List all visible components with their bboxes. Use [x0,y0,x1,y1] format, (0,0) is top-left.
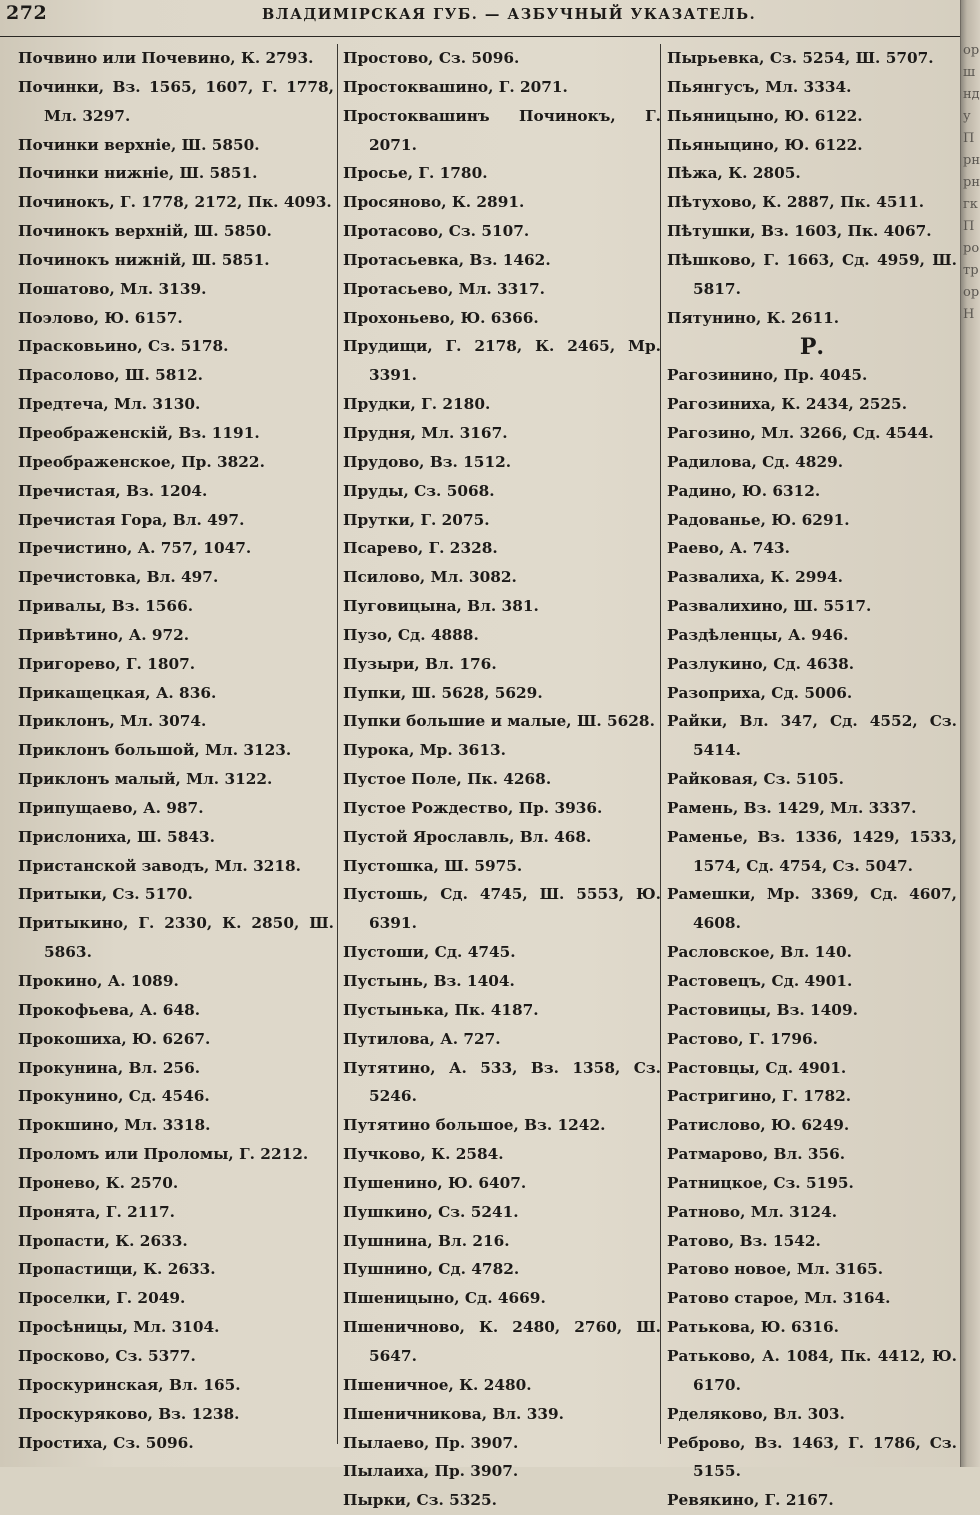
index-entry: Пошатово, Мл. 3139. [18,279,207,298]
index-entry: Прикащецкая, А. 836. [18,683,217,702]
index-entry: Рагозиниха, К. 2434, 2525. [667,395,908,414]
index-entry: Прокошиха, Ю. 6267. [18,1029,211,1048]
index-entry: Пупки большие и малые, Ш. 5628. [343,712,655,731]
index-entry: Пустынь, Вз. 1404. [343,972,515,990]
index-entry: Пѣжа, К. 2805. [667,164,801,183]
index-entry: Пятунино, К. 2611. [667,308,840,327]
index-entry: Ревякино, Г. 2167. [667,1491,834,1510]
index-entry: Просково, Сз. 5377. [18,1346,196,1365]
index-entry: Пшеницыно, Сд. 4669. [343,1289,546,1308]
index-entry: Починки верхніе, Ш. 5850. [18,135,260,154]
index-entry: Пушенино, Ю. 6407. [343,1173,527,1192]
index-entry: Ратницкое, Сз. 5195. [667,1173,854,1192]
index-entry: Ратькова, Ю. 6316. [667,1318,839,1337]
index-entry: Привѣтино, А. 972. [18,625,190,644]
index-entry: Прокунино, Сд. 4546. [18,1087,210,1106]
index-entry: Починокъ нижній, Ш. 5851. [18,250,270,269]
index-entry: Пустынька, Пк. 4187. [343,1000,539,1019]
index-entry: Прислониха, Ш. 5843. [18,827,215,846]
index-entry: Поэлово, Ю. 6157. [18,308,183,327]
index-entry: Припущаево, А. 987. [18,798,204,817]
index-entry: Рагозино, Мл. 3266, Сд. 4544. [667,423,934,442]
index-entry: Пречистая Гора, Вл. 497. [18,510,245,529]
facing-page-fragment: оршндуПрнрнгкПротрорН [963,43,980,322]
index-entry: Пьяныцино, Ю. 6122. [667,135,863,154]
index-entry: Пруды, Сз. 5068. [343,481,495,500]
index-entry: Пурока, Мр. 3613. [343,741,506,760]
index-entry: Развалиха, К. 2994. [667,568,843,587]
index-entry: Починки, Вз. 1565, 1607, Г. 1778, Мл. 3297. [18,77,334,125]
index-entry: Пьяницыно, Ю. 6122. [667,106,863,125]
index-entry: Пречистовка, Вл. 497. [18,568,219,587]
page-number: 272 [6,2,48,24]
index-entry: Пропастищи, К. 2633. [18,1260,216,1279]
index-entry: Простиха, Сз. 5096. [18,1433,194,1452]
index-entry: Почвино или Почевино, К. 2793. [18,49,314,67]
index-entry: Пырки, Сз. 5325. [343,1491,498,1510]
index-entry: Проселки, Г. 2049. [18,1289,186,1308]
index-entry: Проскуряково, Вз. 1238. [18,1404,240,1423]
index-entry: Пылаиха, Пр. 3907. [343,1462,519,1481]
index-entry: Починокъ верхній, Ш. 5850. [18,222,272,241]
index-entry: Пьянгусъ, Мл. 3334. [667,77,852,96]
index-entry: Ратово старое, Мл. 3164. [667,1289,891,1308]
index-entry: Протасово, Сз. 5107. [343,222,530,241]
index-entry: Псилово, Мл. 3082. [343,568,517,587]
index-entry: Прокино, А. 1089. [18,972,179,990]
index-entry: Просье, Г. 1780. [343,164,488,183]
index-entry: Притыки, Сз. 5170. [18,885,193,904]
index-column-1 [18,44,334,1457]
index-entry: Прудня, Мл. 3167. [343,423,508,442]
index-entry: Пушнино, Сд. 4782. [343,1260,520,1279]
index-entry: Разоприха, Сд. 5006. [667,683,853,702]
index-entry: Починокъ, Г. 1778, 2172, Пк. 4093. [18,193,332,212]
index-entry: Путятино, А. 533, Вз. 1358, Сз. 5246. [343,1058,661,1106]
index-entry: Ратново, Мл. 3124. [667,1202,838,1221]
index-entry: Радилова, Сд. 4829. [667,452,844,471]
index-entry: Пустошь, Сд. 4745, Ш. 5553, Ю. 6391. [343,885,661,933]
index-entry: Пучково, К. 2584. [343,1145,504,1164]
index-entry: Путятино большое, Вз. 1242. [343,1116,606,1135]
index-entry: Растовцы, Сд. 4901. [667,1058,847,1077]
index-entry: Растовицы, Вз. 1409. [667,1000,858,1019]
index-entry: Расловское, Вл. 140. [667,943,852,962]
index-entry: Пшеничново, К. 2480, 2760, Ш. 5647. [343,1318,661,1365]
index-entry: Пшеничникова, Вл. 339. [343,1404,564,1423]
index-entry: Пречистая, Вз. 1204. [18,481,208,500]
index-entry: Пузо, Сд. 4888. [343,625,479,644]
index-entry: Преображенскій, Вз. 1191. [18,423,260,442]
index-entry: Пузыри, Вл. 176. [343,654,497,673]
index-entry: Раменье, Вз. 1336, 1429, 1533, 1574, Сд. 4754, Сз. 5047. [667,827,957,875]
index-entry: Пѣтушки, Вз. 1603, Пк. 4067. [667,222,932,241]
index-entry: Растригино, Г. 1782. [667,1087,852,1106]
index-entry: Прудки, Г. 2180. [343,395,491,414]
index-entry: Рамень, Вз. 1429, Мл. 3337. [667,798,917,817]
index-entry: Пшеничное, К. 2480. [343,1375,532,1394]
index-entry: Пуговицына, Вл. 381. [343,597,539,616]
index-entry: Пустошка, Ш. 5975. [343,856,523,875]
index-entry: Пѣтухово, К. 2887, Пк. 4511. [667,193,925,212]
index-entry: Пустой Ярославль, Вл. 468. [343,827,592,846]
running-title: ВЛАДИМІРСКАЯ ГУБ. — АЗБУЧНЫЙ УКАЗАТЕЛЬ. [262,6,757,23]
index-entry: Разлукино, Сд. 4638. [667,654,855,673]
index-entry: Ратмарово, Вл. 356. [667,1145,846,1164]
index-entry: Развалихино, Ш. 5517. [667,597,872,616]
index-entry: Притыкино, Г. 2330, К. 2850, Ш. 5863. [18,914,334,962]
index-entry: Просяново, К. 2891. [343,193,525,212]
index-entry: Пустое Поле, Пк. 4268. [343,770,552,789]
page-header [0,0,960,37]
index-entry: Реброво, Вз. 1463, Г. 1786, Сз. 5155. [667,1433,957,1481]
index-entry: Простоквашинъ Починокъ, Г. 2071. [343,106,661,154]
index-entry: Проскуринская, Вл. 165. [18,1375,241,1394]
index-entry: Пропасти, К. 2633. [18,1231,188,1250]
index-entry: Простово, Сз. 5096. [343,49,520,67]
index-entry: Прокунина, Вл. 256. [18,1058,201,1077]
column-rule [337,44,338,1444]
index-entry: Раево, А. 743. [667,539,790,558]
index-entry: Протасьевка, Вз. 1462. [343,250,551,269]
section-letter: Р. [799,334,825,361]
index-entry: Приклонъ, Мл. 3074. [18,712,207,731]
index-entry: Радованье, Ю. 6291. [667,510,850,529]
index-entry: Пырьевка, Сз. 5254, Ш. 5707. [667,49,934,67]
index-entry: Простоквашино, Г. 2071. [343,77,568,96]
index-entry: Проломъ или Проломы, Г. 2212. [18,1145,309,1164]
index-entry: Предтеча, Мл. 3130. [18,395,201,414]
index-entry: Райки, Вл. 347, Сд. 4552, Сз. 5414. [667,712,957,760]
index-entry: Пушкино, Сз. 5241. [343,1202,519,1221]
index-entry: Псарево, Г. 2328. [343,539,498,558]
index-entry: Прокофьева, А. 648. [18,1000,201,1019]
index-entry: Просѣницы, Мл. 3104. [18,1318,220,1337]
index-entry: Рделяково, Вл. 303. [667,1404,845,1423]
index-entry: Пронево, К. 2570. [18,1173,179,1192]
index-entry: Растово, Г. 1796. [667,1029,819,1048]
index-entry: Пылаево, Пр. 3907. [343,1433,519,1452]
index-entry: Пупки, Ш. 5628, 5629. [343,683,543,702]
index-entry: Путилова, А. 727. [343,1029,501,1048]
index-entry: Ратислово, Ю. 6249. [667,1116,850,1135]
index-entry: Приклонъ большой, Мл. 3123. [18,741,292,760]
index-entry: Преображенское, Пр. 3822. [18,452,265,471]
index-entry: Ратово новое, Мл. 3165. [667,1260,884,1279]
index-entry: Рамешки, Мр. 3369, Сд. 4607, 4608. [667,885,957,933]
index-entry: Прутки, Г. 2075. [343,510,490,529]
index-entry: Прасковьино, Сз. 5178. [18,337,229,356]
index-entry: Пронята, Г. 2117. [18,1202,175,1221]
index-entry: Прудищи, Г. 2178, К. 2465, Мр. 3391. [343,337,661,385]
index-entry: Прокшино, Мл. 3318. [18,1116,211,1135]
index-entry: Прудово, Вз. 1512. [343,452,512,471]
index-entry: Пѣшково, Г. 1663, Сд. 4959, Ш. 5817. [667,250,957,298]
facing-page-edge [960,0,980,1467]
index-column-2 [343,44,661,1515]
index-entry: Пристанской заводъ, Мл. 3218. [18,856,301,875]
index-entry: Райковая, Сз. 5105. [667,770,844,789]
index-entry: Радино, Ю. 6312. [667,481,821,500]
index-entry: Привалы, Вз. 1566. [18,597,194,616]
index-entry: Прасолово, Ш. 5812. [18,366,203,385]
index-entry: Протасьево, Мл. 3317. [343,279,545,298]
index-entry: Ратьково, А. 1084, Пк. 4412, Ю. 6170. [667,1346,957,1394]
index-entry: Рагозинино, Пр. 4045. [667,366,868,385]
index-entry: Пустое Рождество, Пр. 3936. [343,798,603,817]
index-entry: Починки нижніе, Ш. 5851. [18,164,258,183]
index-entry: Прохоньево, Ю. 6366. [343,308,539,327]
index-entry: Растовецъ, Сд. 4901. [667,972,853,990]
index-entry: Пригорево, Г. 1807. [18,654,196,673]
index-entry: Пустоши, Сд. 4745. [343,943,516,962]
index-entry: Пречистино, А. 757, 1047. [18,539,252,558]
index-entry: Пушнина, Вл. 216. [343,1231,510,1250]
index-column-3 [667,44,957,1515]
index-entry: Раздѣленцы, А. 946. [667,625,849,644]
index-entry: Ратово, Вз. 1542. [667,1231,821,1250]
index-entry: Приклонъ малый, Мл. 3122. [18,770,273,789]
